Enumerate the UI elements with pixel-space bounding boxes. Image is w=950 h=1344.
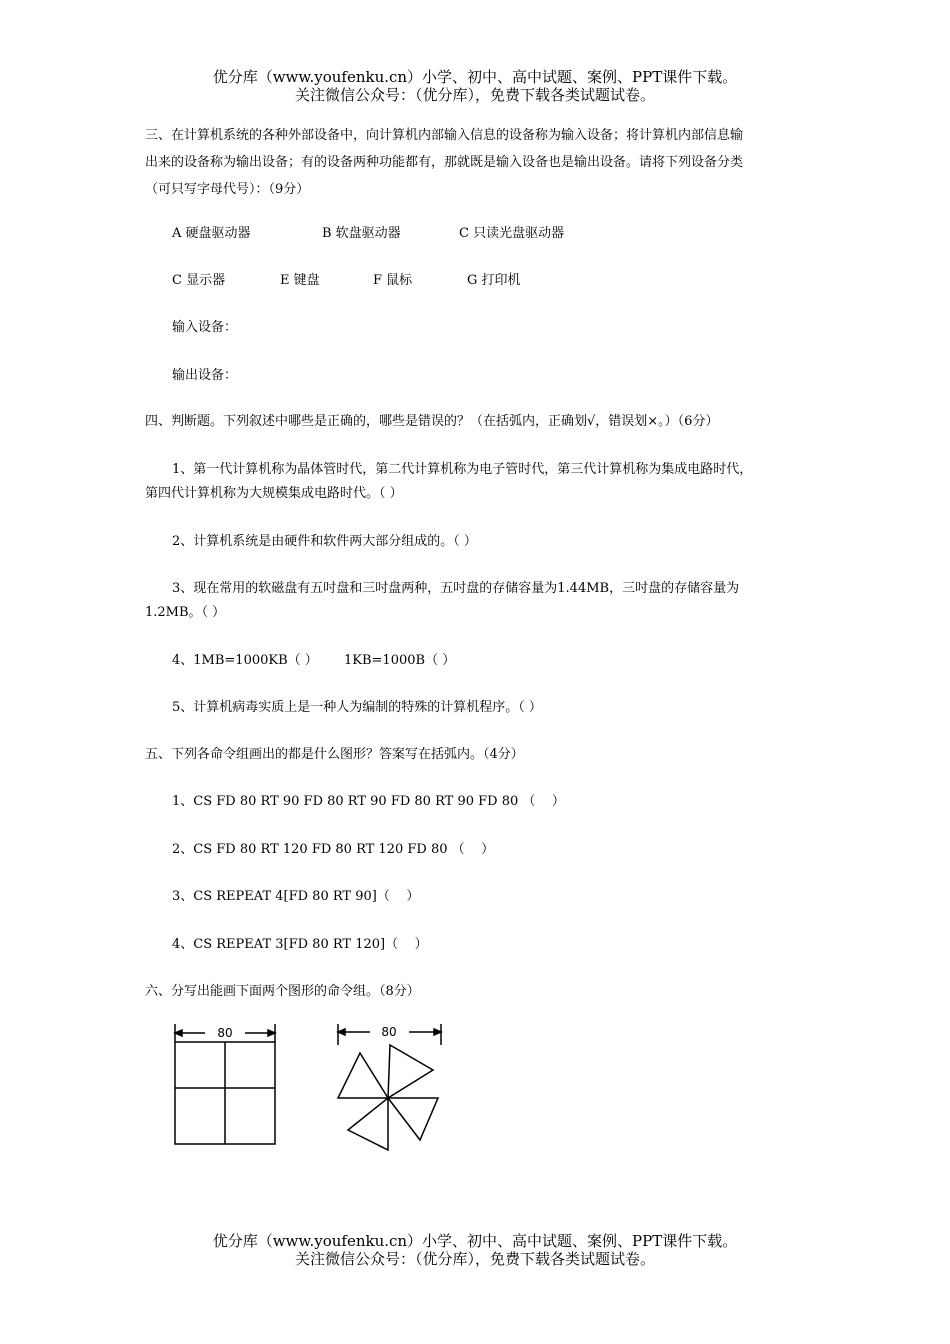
pinwheel-triangle-right: [388, 1098, 438, 1140]
section5-title: 五、下列各命令组画出的都是什么图形？答案写在括弧内。（4分）: [145, 747, 524, 762]
dim-arrow-left: [175, 1030, 182, 1036]
section4-q4a: 4、1MB=1000KB（ ）: [172, 653, 318, 668]
input-devices-label: 输入设备：: [172, 320, 238, 335]
device-g: G 打印机: [467, 273, 521, 288]
section5-q4: 4、CS REPEAT 3[FD 80 RT 120]（ ）: [172, 937, 428, 952]
section4-q1-line2: 第四代计算机称为大规模集成电路时代。（ ）: [145, 486, 403, 501]
section3-intro-line3: （可只写字母代号）：（9分）: [145, 182, 310, 197]
section4-q5: 5、计算机病毒实质上是一种人为编制的特殊的计算机程序。（ ）: [172, 700, 542, 715]
section4-title: 四、判断题。下列叙述中哪些是正确的，哪些是错误的？（在括弧内，正确划√，错误划×。）（6分）: [145, 414, 719, 429]
footer-line-1: 优分库（www.youfenku.cn）小学、初中、高中试题、案例、PPT课件下载。: [212, 1232, 738, 1250]
pinwheel-triangle-left: [338, 1053, 388, 1098]
dim-arrow-right-2: [434, 1029, 441, 1035]
figure-square-grid: [165, 1020, 290, 1150]
section5-q1: 1、CS FD 80 RT 90 FD 80 RT 90 FD 80 RT 90 FD 80 （ ）: [172, 794, 565, 809]
device-b: B 软盘驱动器: [322, 226, 401, 241]
footer-line-2: 关注微信公众号：（优分库），免费下载各类试题试卷。: [294, 1250, 655, 1268]
section6-title: 六、分写出能画下面两个图形的命令组。（8分）: [145, 984, 420, 999]
figure2-dim-label: 80: [381, 1025, 397, 1039]
page-header: [0, 68, 950, 104]
section3-intro-line2: 出来的设备称为输出设备；有的设备两种功能都有，那就既是输入设备也是输出设备。请将下列设备分类: [145, 155, 744, 170]
section3-intro-line1: 三、在计算机系统的各种外部设备中，向计算机内部输入信息的设备称为输入设备；将计算机内部信息输: [145, 128, 744, 143]
figure1-dim-label: 80: [217, 1026, 233, 1040]
section4-q1-line1: 1、第一代计算机称为晶体管时代，第二代计算机称为电子管时代，第三代计算机称为集成电路时代，: [172, 462, 753, 477]
figure-pinwheel: [330, 1020, 450, 1155]
section4-q3-line2: 1.2MB。（ ）: [145, 605, 226, 620]
header-line-1: 优分库（www.youfenku.cn）小学、初中、高中试题、案例、PPT课件下载。: [212, 68, 738, 86]
section4-q2: 2、计算机系统是由硬件和软件两大部分组成的。（ ）: [172, 534, 477, 549]
page-footer: [0, 1232, 950, 1268]
device-a: A 硬盘驱动器: [172, 226, 251, 241]
device-f: F 鼠标: [373, 273, 413, 288]
section5-q2: 2、CS FD 80 RT 120 FD 80 RT 120 FD 80 （ ）: [172, 842, 495, 857]
pinwheel-triangle-bottom: [348, 1098, 388, 1150]
section4-q4b: 1KB=1000B（ ）: [344, 653, 456, 668]
output-devices-label: 输出设备：: [172, 368, 238, 383]
device-e: E 键盘: [280, 273, 320, 288]
header-line-2: 关注微信公众号：（优分库），免费下载各类试题试卷。: [294, 86, 655, 104]
section5-q3: 3、CS REPEAT 4[FD 80 RT 90]（ ）: [172, 889, 420, 904]
device-c-monitor: C 显示器: [172, 273, 226, 288]
device-c-cdrom: C 只读光盘驱动器: [459, 226, 565, 241]
pinwheel-triangle-top: [388, 1045, 433, 1098]
dim-arrow-left-2: [338, 1029, 345, 1035]
dim-arrow-right: [268, 1030, 275, 1036]
section4-q3-line1: 3、现在常用的软磁盘有五吋盘和三吋盘两种，五吋盘的存储容量为1.44MB，三吋盘的存储容量为: [172, 581, 740, 596]
